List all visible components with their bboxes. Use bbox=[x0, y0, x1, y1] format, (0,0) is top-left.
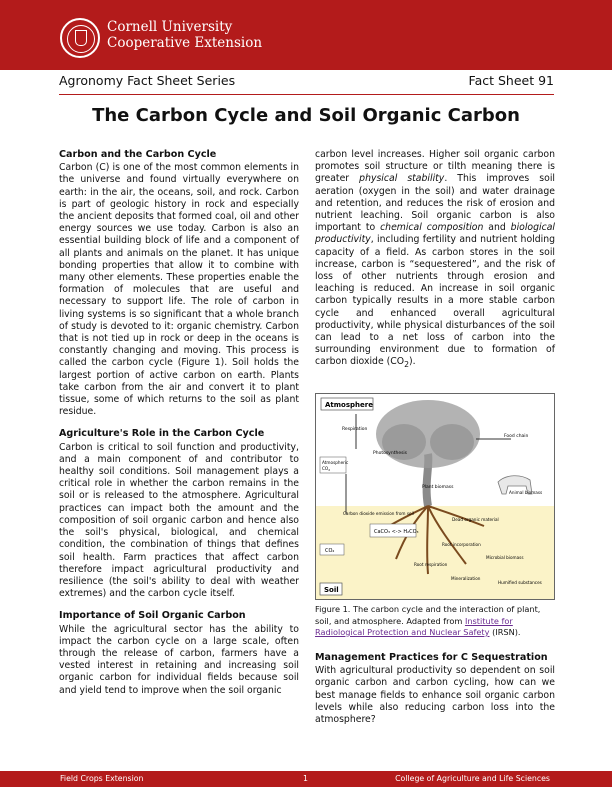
footer-left: Field Crops Extension bbox=[60, 774, 144, 783]
figure-caption: Figure 1. The carbon cycle and the interaction of plant, soil, and atmosphere. Adapted from Institute for Radiological Protection and Nuclear Safety (IRSN). bbox=[315, 604, 541, 637]
cornell-seal-icon bbox=[60, 18, 100, 58]
irsn-link[interactable]: Institute for Radiological Protection and Nuclear Safety bbox=[315, 615, 513, 637]
brand-line-2: Cooperative Extension bbox=[107, 35, 263, 51]
label-soil: Soil bbox=[324, 586, 339, 594]
label-microbial-biomass: Microbial biomass bbox=[486, 555, 524, 560]
label-root-respiration: Root respiration bbox=[414, 562, 448, 567]
page-footer bbox=[0, 771, 612, 787]
page-number: 1 bbox=[303, 774, 308, 783]
brand-logo[interactable] bbox=[107, 19, 262, 51]
paragraph-importance: While the agricultural sector has the ability to impact the carbon cycle on a large scale, often through the release of carbon, farmers have a vested interest in retaining and increasing soil organic carbon for individual fields because soil and yield tend to improve when the soil organic bbox=[59, 623, 299, 696]
management-section bbox=[315, 652, 555, 726]
label-food-chain: Food chain bbox=[504, 434, 529, 439]
svg-text:CO2: $CO_2$ bbox=[322, 466, 331, 472]
label-plant-biomass: Plant biomass bbox=[422, 485, 454, 490]
label-co2-emission: Carbon dioxide emission from soil bbox=[343, 511, 414, 516]
carbon-cycle-diagram bbox=[316, 394, 554, 599]
document-title: The Carbon Cycle and Soil Organic Carbon bbox=[92, 105, 520, 126]
series-header bbox=[59, 70, 554, 95]
heading-agriculture-role: Agriculture's Role in the Carbon Cycle bbox=[59, 428, 265, 440]
footer-right: College of Agriculture and Life Sciences bbox=[395, 774, 550, 783]
label-mineralization: Mineralization bbox=[451, 576, 481, 581]
label-photosynthesis: Photosynthesis bbox=[373, 451, 408, 456]
fact-sheet-number: Fact Sheet 91 bbox=[468, 73, 554, 88]
label-root-incorporation: Root incorporation bbox=[442, 542, 481, 547]
paragraph-agriculture-role: Carbon is critical to soil function and productivity, and a main component of and contributor to healthy soil conditions. Soil management plays a critical role in whether the carbon remains in the soil or is released to the atmosphere. Agricultural practices can impact both the amount and the composition of soil organic carbon and hence also the soil's physical, biological, and chemical condition, the combination of things that defines soil health. Farm practices that affect carbon therefore impact agricultural productivity and resilience (the soil's ability to deal with weather extremes) and the carbon cycle itself. bbox=[59, 441, 299, 600]
series-title: Agronomy Fact Sheet Series bbox=[59, 73, 236, 88]
label-animal-biomass: Animal biomass bbox=[509, 490, 543, 495]
heading-carbon-cycle: Carbon and the Carbon Cycle bbox=[59, 149, 217, 160]
label-dead-organic: Dead organic material bbox=[452, 517, 499, 522]
brand-line-1: Cornell University bbox=[107, 19, 233, 35]
label-humified: Humified substances bbox=[498, 580, 542, 585]
label-equation: CaCO₃ <-> H₂CO₃ bbox=[374, 529, 419, 535]
label-co2-soil: CO₂ bbox=[325, 548, 335, 554]
right-column bbox=[315, 149, 555, 382]
carbon-cycle-figure bbox=[315, 393, 555, 600]
heading-importance: Importance of Soil Organic Carbon bbox=[59, 610, 246, 622]
paragraph-continuation: carbon level increases. Higher soil organic carbon promotes soil structure or tilth meaning there is greater physical stability. This improves soil aeration (oxygen in the soil) and water drainage and retention, and reduces the risk of erosion and nutrient leaching. Soil organic carbon is also important to chemical composition and biological productivity, including fertility and nutrient holding capacity of a field. As carbon stores in the soil increase, carbon is “sequestered”, and the risk of loss of other nutrients through erosion and leaching is reduced. An increase in soil organic carbon typically results in a more stable carbon cycle and enhanced overall agricultural productivity, while physical disturbances of the soil can lead to a net loss of carbon into the surrounding environment due to formation of carbon dioxide $(CO_2)$. bbox=[315, 149, 555, 370]
label-atmospheric-co2: Atmospheric bbox=[322, 460, 349, 465]
label-atmosphere: Atmosphere bbox=[325, 401, 373, 409]
header-banner bbox=[0, 0, 612, 70]
label-respiration: Respiration bbox=[342, 427, 368, 432]
heading-management: Management Practices for C Sequestration bbox=[315, 652, 548, 663]
paragraph-carbon-cycle: Carbon (C) is one of the most common elements in the universe and found virtually everywhere on earth: in the air, the oceans, soil, and rock. Carbon is part of geologic history in rock and especially the ancient deposits that formed coal, oil and other energy sources we use today. Carbon is also an essential building block of life and a component of all plants and animals on the planet. It has unique bonding properties that allow it to combine with many other elements. These properties enable the formation of molecules that are useful and necessary to support life. The role of carbon in living systems is so significant that a whole branch of study is devoted to it: organic chemistry. Carbon that is not tied up in rock or deep in the oceans is constantly changing and moving. This process is called the carbon cycle (Figure 1). Soil holds the largest portion of active carbon on earth. Plants take carbon from the air and convert it to plant tissue, some of which returns to the soil as plant residue. bbox=[59, 162, 299, 418]
left-column bbox=[59, 149, 299, 707]
paragraph-management: With agricultural productivity so dependent on soil organic carbon and carbon cycling, how can we best manage fields to enhance soil organic carbon levels while also reducing carbon loss into the atmosphere? bbox=[315, 665, 555, 726]
